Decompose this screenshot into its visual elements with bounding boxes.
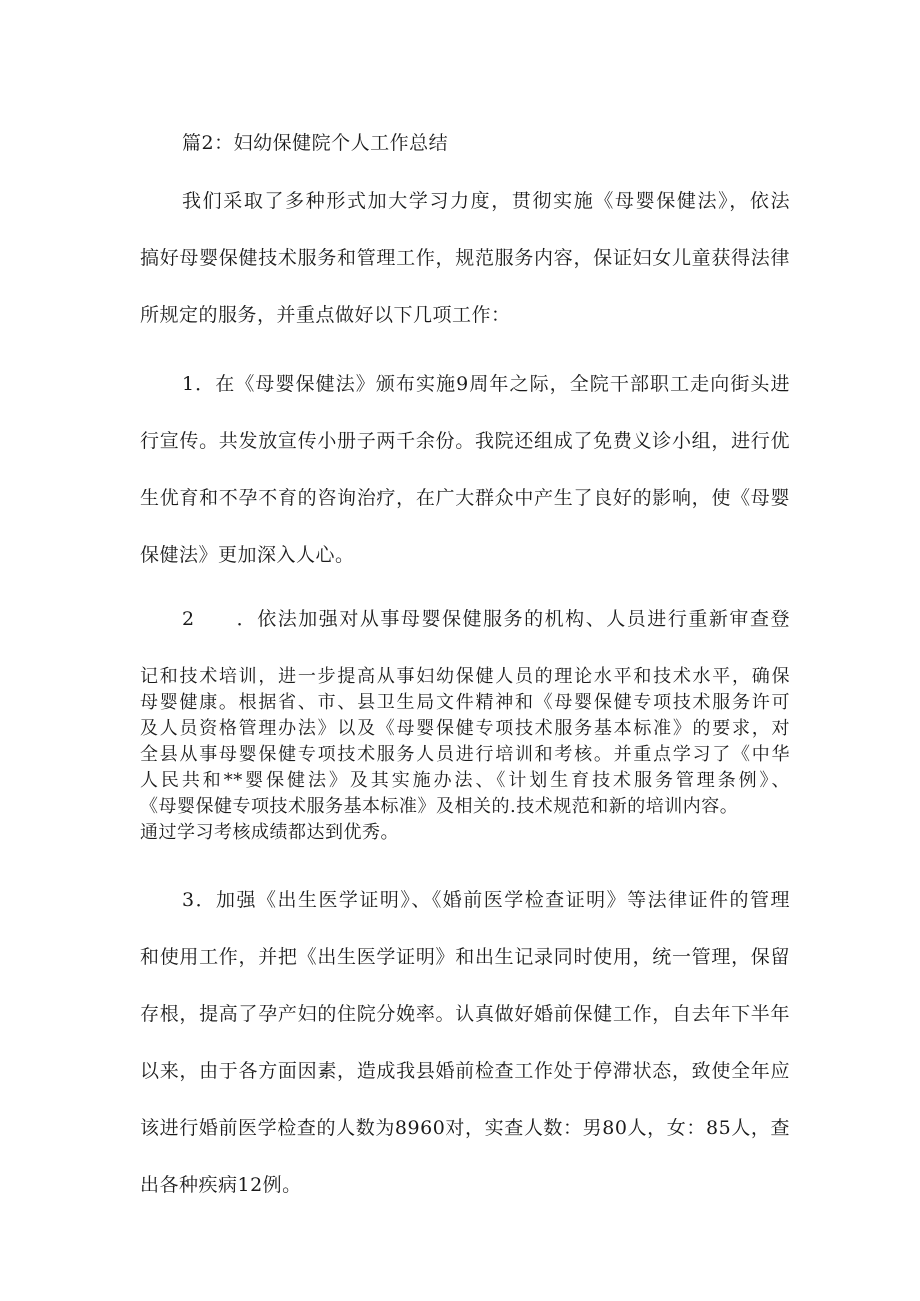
item1-line-3: 生优育和不孕不育的咨询治疗，在广大群众中产生了良好的影响，使《母婴 bbox=[140, 487, 790, 509]
intro-line-3: 所规定的服务，并重点做好以下几项工作： bbox=[140, 304, 511, 326]
item1-line-4: 保健法》更加深入人心。 bbox=[140, 544, 355, 566]
item3-line-6: 出各种疾病12例。 bbox=[140, 1174, 302, 1196]
item2-line-1: 2 ．依法加强对从事母婴保健服务的机构、人员进行重新审查登 bbox=[182, 608, 790, 630]
item2-line-3: 母婴健康。根据省、市、县卫生局文件精神和《母婴保健专项技术服务许可 bbox=[140, 692, 790, 713]
item2-line-6: 人民共和**婴保健法》及其实施办法、《计划生育技术服务管理条例》、 bbox=[140, 770, 790, 791]
item2-line-8: 通过学习考核成绩都达到优秀。 bbox=[140, 822, 399, 843]
item3-line-3: 存根，提高了孕产妇的住院分娩率。认真做好婚前保健工作，自去年下半年 bbox=[140, 1003, 790, 1025]
item3-line-1: 3．加强《出生医学证明》、《婚前医学检查证明》等法律证件的管理 bbox=[182, 889, 790, 911]
section-title: 篇2：妇幼保健院个人工作总结 bbox=[182, 132, 449, 154]
intro-line-1: 我们采取了多种形式加大学习力度，贯彻实施《母婴保健法》，依法 bbox=[182, 190, 790, 212]
intro-line-2: 搞好母婴保健技术服务和管理工作，规范服务内容，保证妇女儿童获得法律 bbox=[140, 247, 790, 269]
item2-line-7: 《母婴保健专项技术服务基本标准》及相关的.技术规范和新的培训内容。 bbox=[140, 796, 739, 817]
item3-line-4: 以来，由于各方面因素，造成我县婚前检查工作处于停滞状态，致使全年应 bbox=[140, 1060, 790, 1082]
item3-line-5: 该进行婚前医学检查的人数为8960对，实查人数：男80人，女：85人，查 bbox=[140, 1117, 790, 1139]
item3-line-2: 和使用工作，并把《出生医学证明》和出生记录同时使用，统一管理，保留 bbox=[140, 946, 790, 968]
item2-line-4: 及人员资格管理办法》以及《母婴保健专项技术服务基本标准》的要求，对 bbox=[140, 718, 790, 739]
item2-line-2: 记和技术培训，进一步提高从事妇幼保健人员的理论水平和技术水平，确保 bbox=[140, 666, 790, 687]
item1-line-2: 行宣传。共发放宣传小册子两千余份。我院还组成了免费义诊小组，进行优 bbox=[140, 430, 790, 452]
item1-line-1: 1．在《母婴保健法》颁布实施9周年之际，全院干部职工走向街头进 bbox=[182, 373, 790, 395]
item2-line-5: 全县从事母婴保健专项技术服务人员进行培训和考核。并重点学习了《中华 bbox=[140, 744, 790, 765]
